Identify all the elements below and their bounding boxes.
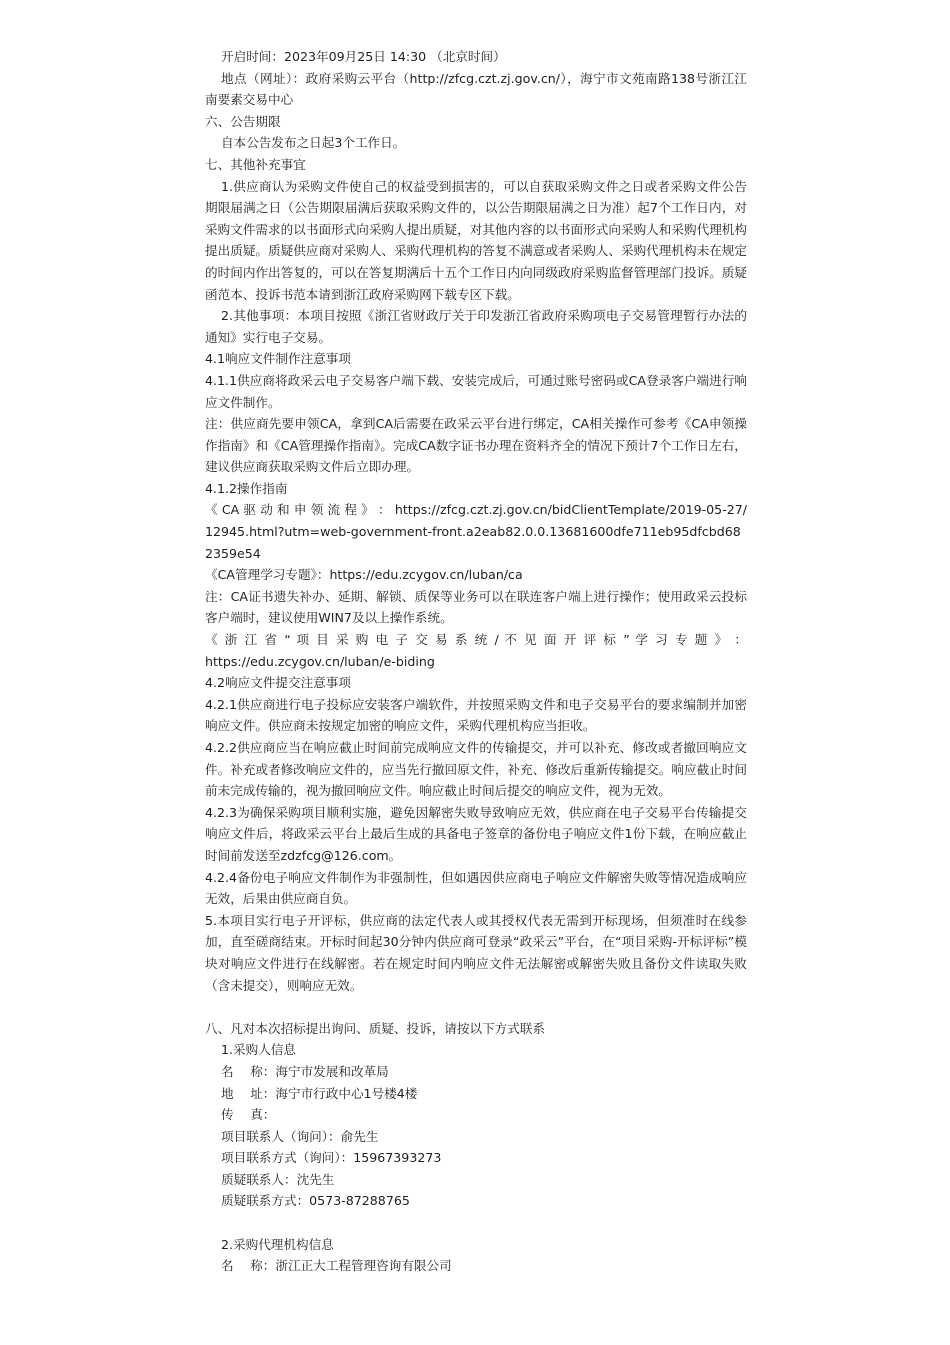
ca-study-line[interactable]: 《CA管理学习专题》：https://edu.zcygov.cn/luban/ca: [205, 567, 523, 583]
heading-4-2: 4.2响应文件提交注意事项: [205, 675, 351, 691]
agency-name: 名 称：浙江正大工程管理咨询有限公司: [221, 1258, 452, 1274]
buyer-fax: 传 真：: [221, 1107, 276, 1123]
note-ca-certificate: 注：CA证书遗失补办、延期、解锁、质保等业务可以在联连客户端上进行操作；使用政采云投标客户端时，建议使用WIN7及以上操作系统。: [205, 588, 747, 626]
heading-4-1-2: 4.1.2操作指南: [205, 480, 288, 496]
paragraph-4-2-4: 4.2.4备份电子响应文件制作为非强制性，但如遇因供应商电子响应文件解密失败等情况造成响应无效，后果由供应商自负。: [205, 869, 747, 907]
buyer-name: 名 称：海宁市发展和改革局: [221, 1063, 389, 1079]
note-ca-apply: 注：供应商先要申领CA，拿到CA后需要在政采云平台进行绑定，CA相关操作可参考《CA申领操作指南》和《CA管理操作指南》。完成CA数字证书办理在资料齐全的情况下预计7个工作日左右，建议供应商获取采购文件后立即办理。: [205, 416, 747, 475]
ca-flow-link[interactable]: https://zfcg.czt.zj.gov.cn/bidClientTemplate/2019-05-27/12945.html?utm=web-government-front.a2eab82.0.0.13681600dfe711eb95dfcbd682359e54: [205, 502, 747, 561]
opening-location: 地点（网址）：政府采购云平台（http://zfcg.czt.zj.gov.cn/），海宁市文苑南路138号浙江江南要素交易中心: [205, 70, 747, 108]
section7-heading: 七、其他补充事宜: [205, 156, 306, 172]
paragraph-4-1-1: 4.1.1供应商将政采云电子交易客户端下载、安装完成后，可通过账号密码或CA登录客户端进行响应文件制作。: [205, 372, 747, 410]
buyer-info-title: 1.采购人信息: [221, 1042, 296, 1058]
ca-flow-label: 《 CA 驱 动 和 申 领 流 程 》 ：: [205, 502, 391, 518]
spacer: [205, 1212, 747, 1234]
section8-heading: 八、凡对本次招标提出询问、质疑、投诉，请按以下方式联系: [205, 1020, 546, 1036]
spacer: [205, 996, 747, 1018]
buyer-contact: 项目联系人（询问）：俞先生: [221, 1128, 379, 1144]
paragraph-4-2-3: 4.2.3为确保采购项目顺利实施，避免因解密失败导致响应无效，供应商在电子交易平台传输提交响应文件后，将政采云平台上最后生成的具备电子签章的备份电子响应文件1份下载，在响应截止时间前发送至zdzfcg@126.com。: [205, 804, 747, 863]
buyer-phone: 项目联系方式（询问）：15967393273: [221, 1150, 442, 1166]
section7-paragraph-1: 1.供应商认为采购文件使自己的权益受到损害的，可以自获取采购文件之日或者采购文件公告期限届满之日（公告期限届满后获取采购文件的，以公告期限届满之日为准）起7个工作日内，对采购文件需求的以书面形式向采购人提出质疑，对其他内容的以书面形式向采购人和采购代理机构提出质疑。质疑供应商对采购人、采购代理机构的答复不满意或者采购人、采购代理机构未在规定的时间内作出答复的，可以在答复期满后十五个工作日内向同级政府采购监督管理部门投诉。质疑函范本、投诉书范本请到浙江政府采购网下载专区下载。: [205, 178, 747, 302]
buyer-address: 地 址：海宁市行政中心1号楼4楼: [221, 1085, 418, 1101]
zj-study-link[interactable]: https://edu.zcygov.cn/luban/e-biding: [205, 653, 435, 669]
section7-paragraph-2: 2.其他事项：本项目按照《浙江省财政厅关于印发浙江省政府采购项电子交易管理暂行办法的通知》实行电子交易。: [205, 308, 747, 345]
heading-4-1: 4.1响应文件制作注意事项: [205, 351, 351, 367]
zj-study-label: 《 浙 江 省 “ 项 目 采 购 电 子 交 易 系 统 / 不 见 面 开 评 标 ” 学 习 专 题 》 ：: [205, 632, 747, 648]
document-page: [205, 46, 747, 1277]
paragraph-4-2-2: 4.2.2供应商应当在响应截止时间前完成响应文件的传输提交，并可以补充、修改或者撤回响应文件。补充或者修改响应文件的，应当先行撤回原文件，补充、修改后重新传输提交。响应截止时间前未完成传输的，视为撤回响应文件。响应截止时间后提交的响应文件，视为无效。: [205, 740, 747, 799]
paragraph-4-2-1: 4.2.1供应商进行电子投标应安装客户端软件，并按照采购文件和电子交易平台的要求编制并加密响应文件。供应商未按规定加密的响应文件，采购代理机构应当拒收。: [205, 696, 747, 734]
complaint-phone: 质疑联系方式：0573-87288765: [221, 1193, 410, 1209]
opening-time: 开启时间：2023年09月25日 14:30 （北京时间）: [221, 49, 506, 64]
complaint-contact: 质疑联系人：沈先生: [221, 1171, 335, 1187]
agency-info-title: 2.采购代理机构信息: [221, 1236, 334, 1252]
paragraph-5: 5.本项目实行电子开评标，供应商的法定代表人或其授权代表无需到开标现场，但须准时在线参加，直至磋商结束。开标时间起30分钟内供应商可登录“政采云”平台，在“项目采购-开标评标”模块对响应文件进行在线解密。若在规定时间内响应文件无法解密或解密失败且备份文件读取失败（含未提交），则响应无效。: [205, 912, 747, 993]
section6-text: 自本公告发布之日起3个工作日。: [221, 135, 406, 151]
ca-flow-line: [205, 499, 747, 564]
section6-heading: 六、公告期限: [205, 113, 281, 129]
